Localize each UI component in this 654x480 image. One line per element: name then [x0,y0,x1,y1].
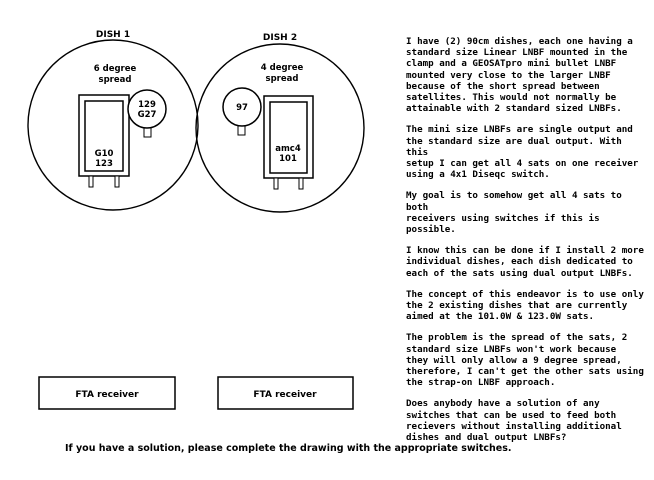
dish-2-large-lnbf-port-right [299,178,303,189]
receiver-2-label: FTA receiver [253,390,317,400]
paragraph-4: I know this can be done if I install 2 more individual dishes, each dish dedicated to each of the sats using dual output LNBFs. [406,245,644,279]
dish-2-spread-line2: spread [265,74,299,84]
dish-2-large-lnbf [264,96,313,178]
dish-2-mini-lnbf-line1: 97 [236,103,248,113]
dish-1-mini-lnbf-line2: G27 [137,110,157,120]
dish-2-large-lnbf-port-left [274,178,278,189]
receiver-1-label: FTA receiver [75,390,139,400]
receiver-1 [39,377,175,409]
dish-2 [196,33,364,212]
dish-1-large-lnbf-port-left [89,176,93,187]
description-text [406,36,646,453]
dish-1-spread-line2: spread [98,75,132,85]
paragraph-2: The mini size LNBFs are single output and the standard size are dual output. With this setup I can get all 4 sats on one receiver using a 4x1 Diseqc switch. [406,124,639,181]
dish-2-spread-line1: 4 degree [260,63,304,73]
dish-1-large-lnbf-line2: 123 [95,159,113,169]
dish-2-large-lnbf-line2: 101 [279,154,297,164]
dish-1-large-lnbf-line1: G10 [94,149,114,159]
bottom-note: If you have a solution, please complete the drawing with the appropriate switches. [65,443,512,454]
dish-1-title: DISH 1 [95,30,131,40]
receiver-2 [218,377,353,409]
dish-2-title: DISH 2 [262,33,298,43]
dish-2-large-lnbf-line1: amc4 [275,144,301,154]
paragraph-7: Does anybody have a solution of any switches that can be used to feed both recievers without installing additional dishes and dual output LNBFs? [406,398,622,444]
dish-1-mini-lnbf-line1: 129 [138,100,156,110]
dish-1-large-lnbf-port-right [115,176,119,187]
paragraph-3: My goal is to somehow get all 4 sats to both receivers using switches if this is possible. [406,190,622,236]
paragraph-5: The concept of this endeavor is to use only the 2 existing dishes that are currently aimed at the 101.0W & 123.0W sats. [406,288,644,323]
paragraph-1: I have (2) 90cm dishes, each one having a standard size Linear LNBF mounted in the clamp and a GEOSATpro mini bullet LNBF mounted very close to the larger LNBF because of the short spread between satellites. This would not normally be attainable with 2 standard sized LNBFs. [406,36,633,115]
dish-1 [28,30,198,210]
dish-1-spread-line1: 6 degree [93,64,137,74]
paragraph-6: The problem is the spread of the sats, 2 standard size LNBFs won't work because they will only allow a 9 degree spread, therefore, I can't get the other sats using the strap-on LNBF approach. [406,332,644,389]
